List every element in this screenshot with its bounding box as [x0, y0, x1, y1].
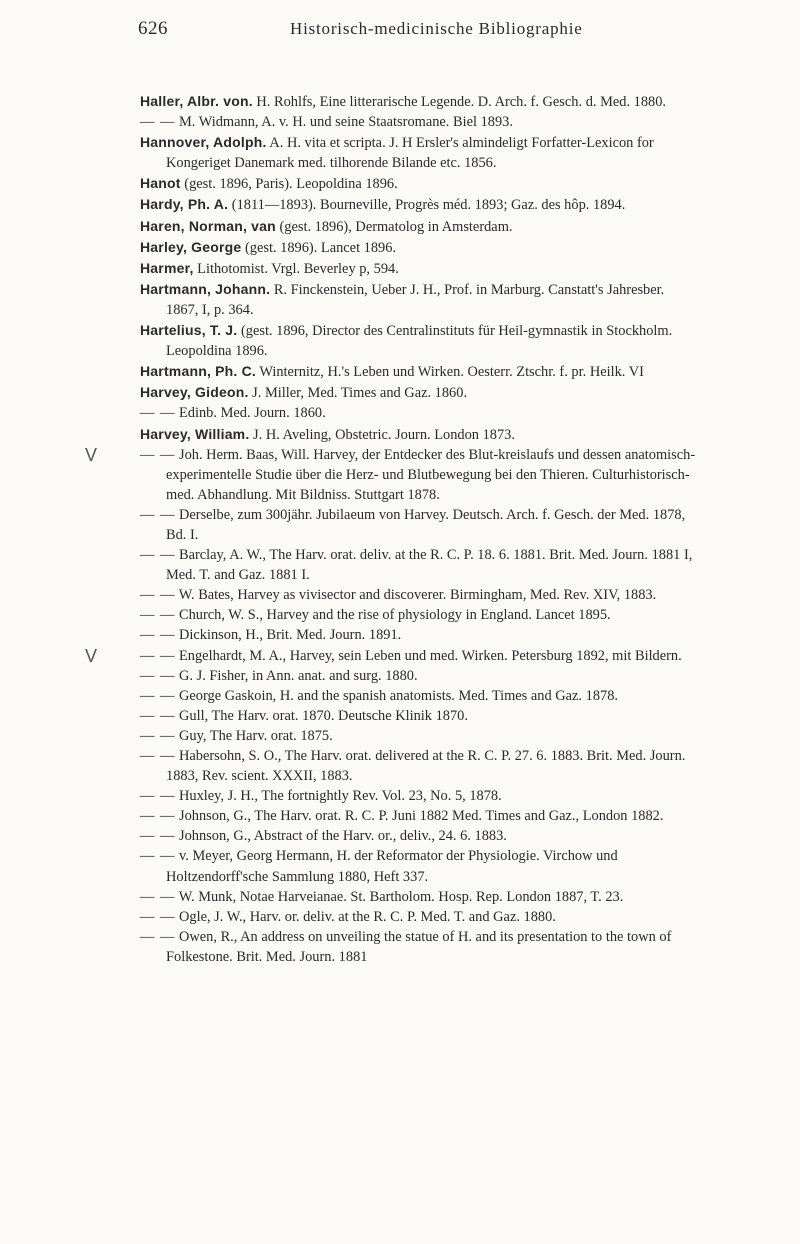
- entry-text: A. H. vita et scripta. J. H Ersler's almindeligt Forfatter-Lexicon for Kongeriget Danemark med. tilhorende Bilande etc. 1856.: [166, 135, 654, 172]
- entry-text: Johnson, G., Abstract of the Harv. or., deliv., 24. 6. 1883.: [179, 828, 507, 845]
- entry-name: Hanot: [140, 175, 181, 192]
- bibliography-entry: [140, 382, 700, 403]
- ditto-dash: — —: [140, 848, 176, 865]
- bibliography-entry: [140, 173, 700, 194]
- entry-name: Hartmann, Johann.: [140, 280, 271, 297]
- entry-text: Ogle, J. W., Harv. or. deliv. at the R. C. P. Med. T. and Gaz. 1880.: [179, 908, 556, 925]
- ditto-dash: — —: [140, 547, 176, 564]
- bibliography-entry: [140, 258, 700, 279]
- bibliography-entry: [140, 194, 700, 215]
- ditto-dash: — —: [140, 727, 176, 744]
- entry-text: Dickinson, H., Brit. Med. Journ. 1891.: [179, 627, 402, 644]
- entry-text: Gull, The Harv. orat. 1870. Deutsche Klinik 1870.: [179, 707, 468, 724]
- bibliography-entry: [140, 826, 700, 846]
- ditto-dash: — —: [140, 707, 176, 724]
- bibliography-entry: [140, 585, 700, 605]
- ditto-dash: — —: [140, 607, 176, 624]
- entry-text: Joh. Herm. Baas, Will. Harvey, der Entdecker des Blut-kreislaufs und dessen anatomisch-experimentelle Studie über die Herz- und Blutbewegung bei den Thieren. Culturhistorisch-med. Abhandlung. Mit Bildniss. Stuttgart 1878.: [166, 446, 696, 503]
- entry-text: Johnson, G., The Harv. orat. R. C. P. Juni 1882 Med. Times and Gaz., London 1882.: [179, 808, 664, 825]
- entry-text: George Gaskoin, H. and the spanish anatomists. Med. Times and Gaz. 1878.: [179, 687, 618, 704]
- ditto-dash: — —: [140, 808, 176, 825]
- ditto-dash: — —: [140, 506, 176, 523]
- ditto-dash: — —: [140, 446, 176, 463]
- margin-check-mark: V: [85, 645, 98, 666]
- entry-text: G. J. Fisher, in Ann. anat. and surg. 1880.: [179, 667, 418, 684]
- bibliography-entry: [140, 279, 700, 320]
- bibliography-entry: [140, 320, 700, 361]
- page-number: 626: [138, 18, 168, 39]
- bibliography-entry: [140, 403, 700, 423]
- entry-text: Barclay, A. W., The Harv. orat. deliv. at the R. C. P. 18. 6. 1881. Brit. Med. Journ. 1881 I, Med. T. and Gaz. 1881 I.: [166, 547, 693, 584]
- entry-text: H. Rohlfs, Eine litterarische Legende. D. Arch. f. Gesch. d. Med. 1880.: [256, 94, 667, 110]
- entry-text: (gest. 1896, Paris). Leopoldina 1896.: [184, 176, 398, 193]
- entry-text: M. Widmann, A. v. H. und seine Staatsromane. Biel 1893.: [179, 114, 513, 131]
- entry-text: (gest. 1896, Director des Centralinstituts für Heil-gymnastik in Stockholm. Leopoldina 1896.: [166, 323, 673, 360]
- bibliography-entry: [140, 625, 700, 645]
- ditto-dash: — —: [140, 647, 176, 664]
- bibliography-entry: [140, 545, 700, 585]
- bibliography-entry: [140, 907, 700, 927]
- bibliography-entry: [140, 424, 700, 445]
- bibliography-entry: [140, 726, 700, 746]
- entry-name: Harvey, Gideon.: [140, 384, 249, 401]
- entry-text: Owen, R., An address on unveiling the statue of H. and its presentation to the town of Folkestone. Brit. Med. Journ. 1881: [166, 928, 672, 965]
- ditto-dash: — —: [140, 928, 176, 945]
- entry-text: Huxley, J. H., The fortnightly Rev. Vol. 23, No. 5, 1878.: [179, 788, 502, 805]
- bibliography-entry: [85, 645, 700, 666]
- bibliography-entry: [140, 887, 700, 907]
- entry-text: Derselbe, zum 300jähr. Jubilaeum von Harvey. Deutsch. Arch. f. Gesch. der Med. 1878, Bd. I.: [166, 506, 686, 543]
- entry-name: Hartmann, Ph. C.: [140, 363, 256, 380]
- bibliography-entry: [140, 216, 700, 237]
- bibliography-entry: [140, 605, 700, 625]
- bibliography-entry: [140, 846, 700, 886]
- entry-text: (gest. 1896). Lancet 1896.: [244, 239, 397, 256]
- entry-text: J. H. Aveling, Obstetric. Journ. London 1873.: [253, 426, 515, 443]
- entry-name: Haller, Albr. von.: [140, 93, 253, 109]
- bibliography-entry: [140, 112, 700, 132]
- entry-name: Hartelius, T. J.: [140, 322, 238, 339]
- bibliography-entry: [140, 786, 700, 806]
- bibliography-entry: [140, 361, 700, 382]
- running-head: Historisch-medicinische Bibliographie: [290, 19, 583, 38]
- entry-text: Winternitz, H.'s Leben und Wirken. Oesterr. Ztschr. f. pr. Heilk. VI: [259, 364, 644, 381]
- entry-text: W. Bates, Harvey as vivisector and discoverer. Birmingham, Med. Rev. XIV, 1883.: [178, 587, 657, 604]
- bibliography-entry: [85, 444, 700, 505]
- bibliography-entry: [140, 806, 700, 826]
- entry-name: Hardy, Ph. A.: [140, 196, 229, 213]
- bibliography-entry: [140, 91, 700, 112]
- ditto-dash: — —: [140, 748, 176, 764]
- entry-text: v. Meyer, Georg Hermann, H. der Reformator der Physiologie. Virchow und Holtzendorff'sche Sammlung 1880, Heft 337.: [166, 848, 618, 885]
- entry-list: [85, 91, 700, 967]
- entry-name: Harmer,: [140, 259, 194, 276]
- ditto-dash: — —: [140, 587, 176, 604]
- ditto-dash: — —: [140, 627, 176, 644]
- ditto-dash: — —: [140, 828, 176, 845]
- ditto-dash: — —: [140, 908, 176, 925]
- ditto-dash: — —: [140, 114, 176, 131]
- entry-text: Habersohn, S. O., The Harv. orat. delivered at the R. C. P. 27. 6. 1883. Brit. Med. Journ. 1883, Rev. scient. XXXII, 1883.: [166, 748, 686, 785]
- entry-text: Guy, The Harv. orat. 1875.: [179, 727, 333, 744]
- entry-text: Engelhardt, M. A., Harvey, sein Leben und med. Wirken. Petersburg 1892, mit Bildern.: [179, 647, 682, 664]
- entry-text: Church, W. S., Harvey and the rise of physiology in England. Lancet 1895.: [179, 607, 611, 624]
- bibliography-entry: [140, 746, 700, 786]
- ditto-dash: — —: [140, 888, 176, 905]
- margin-check-mark: V: [85, 444, 98, 465]
- ditto-dash: — —: [140, 687, 176, 704]
- ditto-dash: — —: [140, 405, 176, 422]
- entry-name: Hannover, Adolph.: [140, 134, 267, 151]
- entry-name: Harley, George: [140, 238, 242, 255]
- entry-text: Lithotomist. Vrgl. Beverley p, 594.: [197, 260, 399, 277]
- entry-text: J. Miller, Med. Times and Gaz. 1860.: [252, 385, 468, 402]
- entry-text: (1811—1893). Bourneville, Progrès méd. 1893; Gaz. des hôp. 1894.: [231, 197, 626, 214]
- bibliography-entry: [140, 237, 700, 258]
- bibliography-entry: [140, 927, 700, 967]
- entry-text: Edinb. Med. Journ. 1860.: [179, 405, 326, 422]
- bibliography-entry: [140, 132, 700, 173]
- bibliography-entry: [140, 686, 700, 706]
- entry-name: Haren, Norman, van: [140, 217, 276, 234]
- entry-name: Harvey, William.: [140, 425, 250, 442]
- bibliography-entry: [140, 505, 700, 545]
- entry-text: R. Finckenstein, Ueber J. H., Prof. in Marburg. Canstatt's Jahresber. 1867, I, p. 364.: [166, 281, 665, 318]
- bibliography-entry: [140, 666, 700, 686]
- ditto-dash: — —: [140, 788, 176, 805]
- ditto-dash: — —: [140, 667, 176, 684]
- entry-text: W. Munk, Notae Harveianae. St. Bartholom. Hosp. Rep. London 1887, T. 23.: [178, 888, 624, 905]
- bibliography-entry: [140, 706, 700, 726]
- entry-text: (gest. 1896), Dermatolog in Amsterdam.: [279, 218, 513, 235]
